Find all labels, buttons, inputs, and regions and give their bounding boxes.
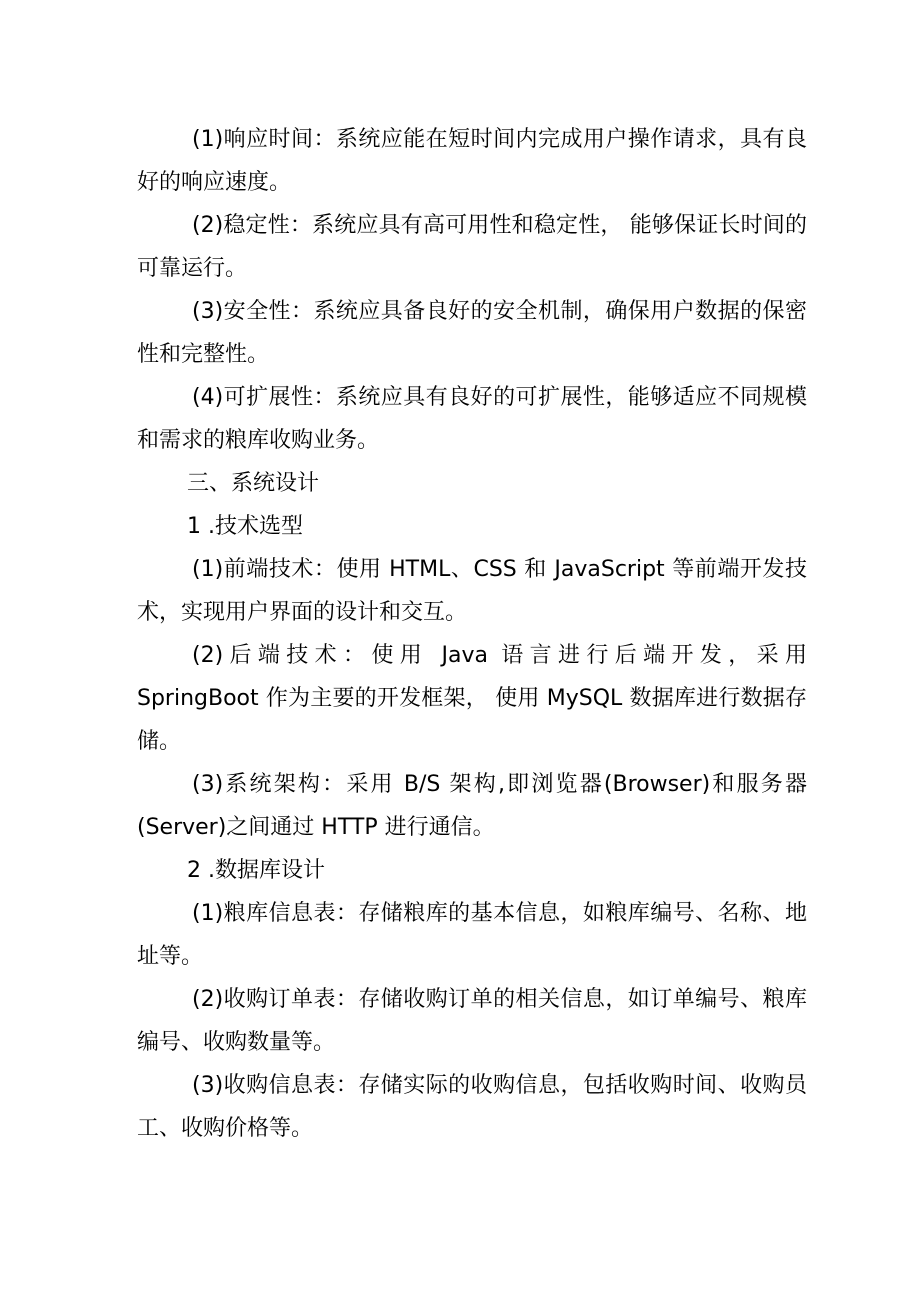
db-purchase-info-table: (3)收购信息表：存储实际的收购信息，包括收购时间、收购员工、收购价格等。 [137,1073,807,1141]
tech-architecture: (3)系统架构：采用 B/S 架构,即浏览器(Browser)和服务器(Server)之间通过 HTTP 进行通信。 [137,772,807,840]
subsection-database-design: 2 .数据库设计 [187,858,325,883]
subsection-tech-selection: 1 .技术选型 [187,514,303,539]
tech-frontend: (1)前端技术：使用 HTML、CSS 和 JavaScript 等前端开发技术，实现用户界面的设计和交互。 [137,557,807,625]
db-granary-table: (1)粮库信息表：存储粮库的基本信息，如粮库编号、名称、地址等。 [137,901,807,969]
requirement-scalability: (4)可扩展性：系统应具有良好的可扩展性，能够适应不同规模和需求的粮库收购业务。 [137,385,807,453]
requirement-security: (3)安全性：系统应具备良好的安全机制，确保用户数据的保密性和完整性。 [137,299,807,367]
requirement-stability: (2)稳定性：系统应具有高可用性和稳定性， 能够保证长时间的可靠运行。 [137,213,807,281]
document-page [137,118,807,1150]
db-purchase-order-table: (2)收购订单表：存储收购订单的相关信息，如订单编号、粮库编号、收购数量等。 [137,987,807,1055]
section-heading-system-design: 三、系统设计 [187,471,320,496]
requirement-response-time: (1)响应时间：系统应能在短时间内完成用户操作请求，具有良好的响应速度。 [137,127,807,195]
tech-backend: (2)后端技术：使用 Java 语言进行后端开发，采用 SpringBoot 作为主要的开发框架， 使用 MySQL 数据库进行数据存储。 [137,643,807,754]
